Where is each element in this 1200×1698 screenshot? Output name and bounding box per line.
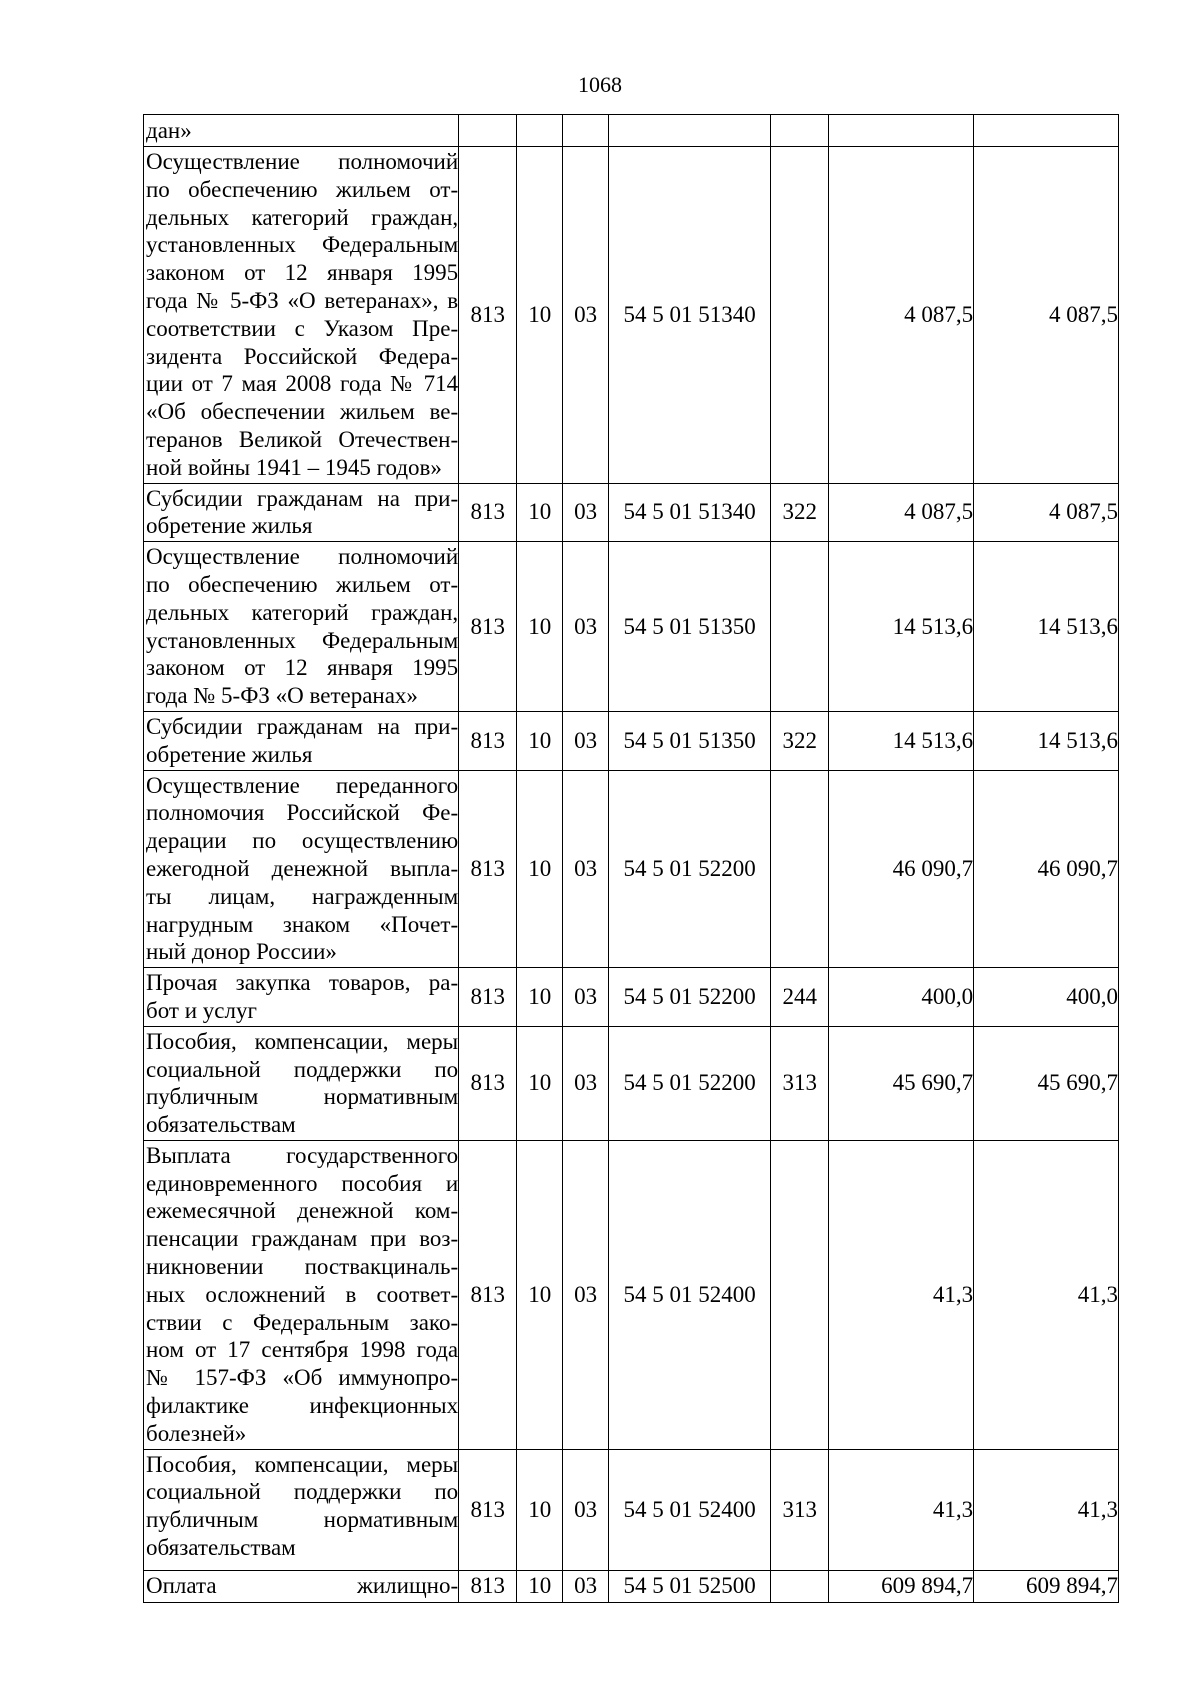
description-line: болезней»	[146, 1420, 247, 1446]
table-row	[144, 115, 1119, 147]
expense-type-cell: 322	[771, 483, 829, 542]
description-line: Субсидии гражданам на при-	[146, 485, 459, 511]
table-row	[144, 711, 1119, 770]
description-line: Пособия, компенсации, меры	[146, 1451, 459, 1477]
row-description-cell	[144, 1140, 459, 1449]
description-line: ном от 17 сентября 1998 года	[146, 1337, 459, 1363]
amount-cell	[974, 115, 1119, 147]
description-line: законом от 12 января 1995	[146, 260, 459, 286]
description-line: нагрудным знаком «Почет-	[146, 911, 459, 937]
table-row	[144, 1026, 1119, 1140]
section-code-cell: 10	[517, 1570, 563, 1602]
description-line: публичным нормативным	[146, 1084, 459, 1110]
description-line: ции от 7 мая 2008 года № 714	[146, 371, 459, 397]
description-line: по обеспечению жильем от-	[146, 176, 459, 202]
row-description-cell	[144, 1449, 459, 1570]
target-article-cell: 54 5 01 52200	[609, 770, 771, 968]
amount-cell: 4 087,5	[829, 147, 974, 484]
amount-cell	[829, 115, 974, 147]
amount-cell: 45 690,7	[974, 1026, 1119, 1140]
target-article-cell: 54 5 01 51340	[609, 483, 771, 542]
subsection-code-cell: 03	[563, 1449, 609, 1570]
admin-code-cell: 813	[459, 147, 517, 484]
amount-cell: 609 894,7	[974, 1570, 1119, 1602]
section-code-cell: 10	[517, 483, 563, 542]
description-line: обязательствам	[146, 1535, 296, 1561]
row-description-cell	[144, 968, 459, 1027]
section-code-cell: 10	[517, 770, 563, 968]
section-code-cell: 10	[517, 542, 563, 712]
description-line: дельных категорий граждан,	[146, 599, 459, 625]
description-line: ты лицам, награжденным	[146, 883, 459, 909]
target-article-cell	[609, 115, 771, 147]
subsection-code-cell: 03	[563, 1140, 609, 1449]
description-line: бот и услуг	[146, 997, 257, 1023]
admin-code-cell: 813	[459, 483, 517, 542]
target-article-cell: 54 5 01 51350	[609, 542, 771, 712]
description-line: ных осложнений в соответ-	[146, 1281, 459, 1307]
description-line: ный донор России»	[146, 939, 337, 965]
description-line: Субсидии гражданам на при-	[146, 713, 459, 739]
description-line: года № 5-ФЗ «О ветеранах», в	[146, 287, 459, 313]
target-article-cell: 54 5 01 52500	[609, 1570, 771, 1602]
amount-cell: 41,3	[974, 1140, 1119, 1449]
section-code-cell: 10	[517, 1026, 563, 1140]
description-line: ствии с Федеральным зако-	[146, 1309, 459, 1335]
expense-type-cell: 322	[771, 711, 829, 770]
description-line: социальной поддержки по	[146, 1056, 459, 1082]
subsection-code-cell: 03	[563, 1026, 609, 1140]
description-line: Оплата жилищно-	[146, 1572, 459, 1598]
description-line: установленных Федеральным	[146, 232, 459, 258]
description-line: дан»	[146, 118, 192, 144]
description-line: филактике инфекционных	[146, 1393, 459, 1419]
amount-cell: 4 087,5	[974, 483, 1119, 542]
description-line: Пособия, компенсации, меры	[146, 1028, 459, 1054]
row-description-cell	[144, 115, 459, 147]
description-line: Осуществление полномочий	[146, 149, 459, 174]
expense-type-cell	[771, 770, 829, 968]
expense-type-cell	[771, 147, 829, 484]
table-row	[144, 1570, 1119, 1602]
description-line: ежемесячной денежной ком-	[146, 1198, 459, 1224]
table-row	[144, 1449, 1119, 1570]
row-description-cell	[144, 770, 459, 968]
expense-type-cell	[771, 1570, 829, 1602]
target-article-cell: 54 5 01 52400	[609, 1140, 771, 1449]
description-line: соответствии с Указом Пре-	[146, 315, 459, 341]
expense-type-cell	[771, 1140, 829, 1449]
section-code-cell: 10	[517, 147, 563, 484]
expense-type-cell	[771, 542, 829, 712]
table-row	[144, 483, 1119, 542]
row-description-cell	[144, 483, 459, 542]
amount-cell: 45 690,7	[829, 1026, 974, 1140]
expense-type-cell	[771, 115, 829, 147]
row-description-cell	[144, 711, 459, 770]
amount-cell: 609 894,7	[829, 1570, 974, 1602]
description-line: ежегодной денежной выпла-	[146, 855, 459, 881]
amount-cell: 14 513,6	[829, 542, 974, 712]
table-row	[144, 147, 1119, 484]
amount-cell: 400,0	[829, 968, 974, 1027]
amount-cell: 46 090,7	[829, 770, 974, 968]
admin-code-cell: 813	[459, 1026, 517, 1140]
description-line: обретение жилья	[146, 741, 313, 767]
description-line: «Об обеспечении жильем ве-	[146, 399, 459, 425]
table-row	[144, 968, 1119, 1027]
table-row	[144, 770, 1119, 968]
target-article-cell: 54 5 01 52200	[609, 1026, 771, 1140]
description-line: года № 5-ФЗ «О ветеранах»	[146, 683, 418, 709]
subsection-code-cell: 03	[563, 1570, 609, 1602]
expense-type-cell: 244	[771, 968, 829, 1027]
table-body	[144, 115, 1119, 1603]
row-description-cell	[144, 542, 459, 712]
admin-code-cell	[459, 115, 517, 147]
description-line: Прочая закупка товаров, ра-	[146, 970, 459, 996]
description-line: единовременного пособия и	[146, 1170, 459, 1196]
row-description-cell	[144, 1026, 459, 1140]
target-article-cell: 54 5 01 52200	[609, 968, 771, 1027]
description-line: законом от 12 января 1995	[146, 655, 459, 681]
row-description-cell	[144, 1570, 459, 1602]
section-code-cell: 10	[517, 1449, 563, 1570]
amount-cell: 41,3	[974, 1449, 1119, 1570]
amount-cell: 4 087,5	[974, 147, 1119, 484]
subsection-code-cell: 03	[563, 147, 609, 484]
amount-cell: 400,0	[974, 968, 1119, 1027]
amount-cell: 14 513,6	[974, 711, 1119, 770]
budget-table	[143, 114, 1119, 1603]
subsection-code-cell: 03	[563, 711, 609, 770]
section-code-cell: 10	[517, 968, 563, 1027]
description-line: Осуществление полномочий	[146, 544, 459, 570]
description-line: дерации по осуществлению	[146, 828, 459, 854]
admin-code-cell: 813	[459, 1570, 517, 1602]
admin-code-cell: 813	[459, 542, 517, 712]
description-line: обязательствам	[146, 1112, 296, 1138]
amount-cell: 46 090,7	[974, 770, 1119, 968]
admin-code-cell: 813	[459, 1140, 517, 1449]
description-line: ной войны 1941 – 1945 годов»	[146, 454, 442, 480]
subsection-code-cell: 03	[563, 542, 609, 712]
description-line: дельных категорий граждан,	[146, 204, 459, 230]
page-number: 1068	[578, 72, 622, 97]
admin-code-cell: 813	[459, 968, 517, 1027]
subsection-code-cell: 03	[563, 483, 609, 542]
section-code-cell	[517, 115, 563, 147]
description-line: зидента Российской Федера-	[146, 343, 459, 369]
amount-cell: 41,3	[829, 1449, 974, 1570]
section-code-cell: 10	[517, 1140, 563, 1449]
expense-type-cell: 313	[771, 1026, 829, 1140]
row-description-cell	[144, 147, 459, 484]
description-line: полномочия Российской Фе-	[146, 800, 459, 826]
admin-code-cell: 813	[459, 1449, 517, 1570]
description-line: Выплата государственного	[146, 1142, 459, 1168]
section-code-cell: 10	[517, 711, 563, 770]
description-line: Осуществление переданного	[146, 772, 459, 798]
amount-cell: 14 513,6	[974, 542, 1119, 712]
description-line: установленных Федеральным	[146, 627, 459, 653]
amount-cell: 14 513,6	[829, 711, 974, 770]
subsection-code-cell: 03	[563, 770, 609, 968]
description-line: пенсации гражданам при воз-	[146, 1226, 459, 1252]
description-line: теранов Великой Отечествен-	[146, 426, 459, 452]
description-line: обретение жилья	[146, 513, 313, 539]
description-line: публичным нормативным	[146, 1507, 459, 1533]
table-row	[144, 1140, 1119, 1449]
amount-cell: 4 087,5	[829, 483, 974, 542]
description-line: по обеспечению жильем от-	[146, 571, 459, 597]
subsection-code-cell	[563, 115, 609, 147]
amount-cell: 41,3	[829, 1140, 974, 1449]
expense-type-cell: 313	[771, 1449, 829, 1570]
subsection-code-cell: 03	[563, 968, 609, 1027]
target-article-cell: 54 5 01 51340	[609, 147, 771, 484]
target-article-cell: 54 5 01 52400	[609, 1449, 771, 1570]
admin-code-cell: 813	[459, 711, 517, 770]
table-row	[144, 542, 1119, 712]
admin-code-cell: 813	[459, 770, 517, 968]
description-line: № 157-ФЗ «Об иммунопро-	[146, 1365, 459, 1391]
description-line: социальной поддержки по	[146, 1479, 459, 1505]
description-line: никновении поствакциналь-	[146, 1254, 459, 1280]
target-article-cell: 54 5 01 51350	[609, 711, 771, 770]
